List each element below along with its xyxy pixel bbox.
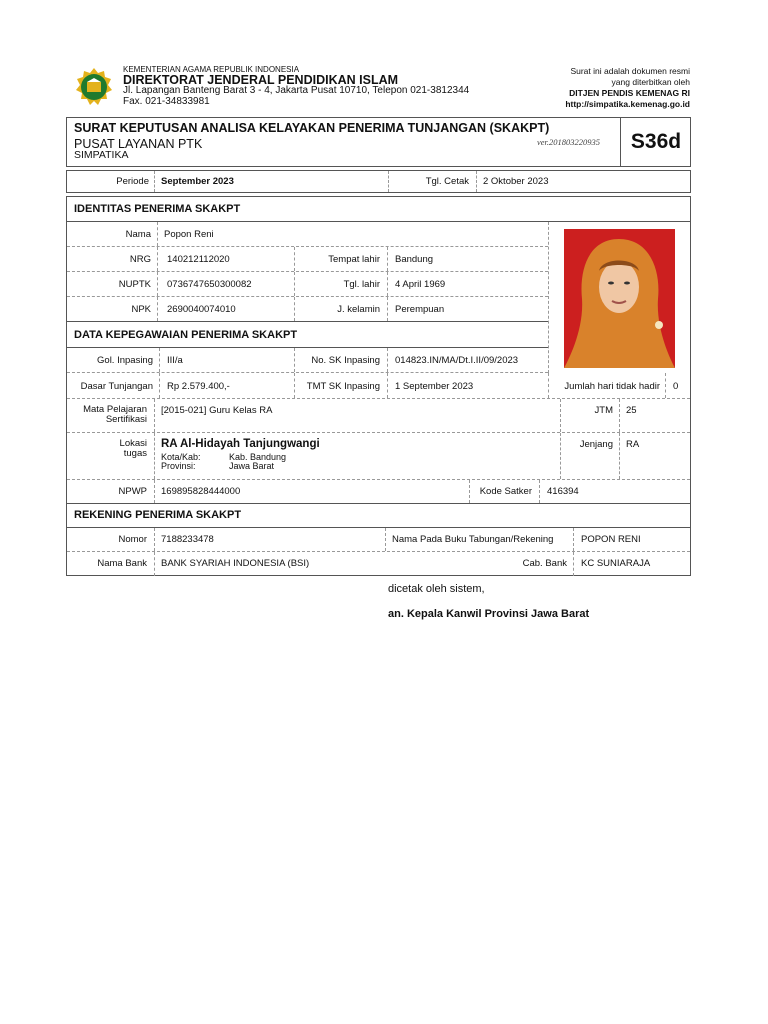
version: ver.201803220935 — [537, 137, 601, 147]
city-label: Kota/Kab: — [161, 452, 201, 462]
birthdate-label: Tgl. lahir — [343, 279, 380, 290]
fax: Fax. 021-34833981 — [123, 96, 210, 107]
subtitle-ptk: PUSAT LAYANAN PTK — [74, 137, 203, 151]
branch-label: Cab. Bank — [522, 558, 567, 569]
account-number-label: Nomor — [118, 534, 147, 545]
note-line: DITJEN PENDIS KEMENAG RI — [569, 88, 690, 98]
nuptk-value: 0736747650300082 — [167, 279, 252, 290]
print-date-value: 2 Oktober 2023 — [483, 176, 549, 187]
bank-heading: REKENING PENERIMA SKAKPT — [74, 509, 242, 521]
employment-heading: DATA KEPEGAWAIAN PENERIMA SKAKPT — [74, 329, 298, 341]
school-region — [161, 453, 286, 471]
location-label-line: tugas — [123, 448, 147, 459]
signatory: an. Kepala Kanwil Provinsi Jawa Barat — [388, 608, 590, 620]
kemenag-logo — [74, 67, 114, 107]
profile-photo — [564, 229, 675, 368]
jtm-label: JTM — [594, 405, 613, 416]
official-note — [565, 66, 690, 110]
absence-label: Jumlah hari tidak hadir — [564, 381, 660, 392]
province-value: Jawa Barat — [229, 461, 275, 471]
subject-label-line: Mata Pelajaran — [83, 404, 147, 415]
location-label — [67, 439, 147, 459]
account-holder-label: Nama Pada Buku Tabungan/Rekening — [392, 534, 554, 545]
bank-name-label: Nama Bank — [97, 558, 147, 569]
satker-value: 416394 — [547, 486, 579, 497]
period-label: Periode — [116, 176, 149, 187]
note-line: Surat ini adalah dokumen resmi — [570, 66, 690, 76]
npk-value: 2690040074010 — [167, 304, 236, 315]
npwp-value: 169895828444000 — [161, 486, 241, 497]
name-value: Popon Reni — [164, 229, 214, 240]
npwp-label: NPWP — [118, 486, 147, 497]
subject-value: [2015-021] Guru Kelas RA — [161, 405, 273, 416]
province-label: Provinsi: — [161, 461, 196, 471]
address: Jl. Lapangan Banteng Barat 3 - 4, Jakarta Pusat 10710, Telepon 021-3812344 — [123, 85, 470, 96]
account-holder-value: POPON RENI — [581, 534, 641, 545]
nrg-label: NRG — [129, 254, 151, 265]
gender-label: J. kelamin — [337, 304, 380, 315]
level-value: RA — [626, 439, 640, 450]
sk-value: 014823.IN/MA/Dt.I.II/09/2023 — [395, 355, 519, 366]
satker-label: Kode Satker — [479, 486, 532, 497]
birthplace-label: Tempat lahir — [328, 254, 380, 265]
branch-value: KC SUNIARAJA — [581, 558, 651, 569]
rank-value: III/a — [167, 355, 183, 366]
absence-value: 0 — [673, 381, 679, 392]
jtm-value: 25 — [626, 405, 637, 416]
name-label: Nama — [125, 229, 151, 240]
location-label-line: Lokasi — [119, 438, 147, 449]
level-label: Jenjang — [579, 439, 613, 450]
gender-value: Perempuan — [395, 304, 445, 315]
nrg-value: 140212112020 — [167, 254, 230, 265]
tmt-value: 1 September 2023 — [395, 381, 474, 392]
subtitle-simpatika: SIMPATIKA — [74, 149, 129, 161]
note-line: yang diterbitkan oleh — [611, 77, 690, 87]
birthdate-value: 4 April 1969 — [395, 279, 446, 290]
allowance-value: Rp 2.579.400,- — [167, 381, 230, 392]
directorate-name: DIREKTORAT JENDERAL PENDIDIKAN ISLAM — [123, 73, 399, 87]
rank-label: Gol. Inpasing — [97, 355, 153, 366]
print-date-label: Tgl. Cetak — [425, 176, 469, 187]
allowance-label: Dasar Tunjangan — [80, 381, 153, 392]
note-line: http://simpatika.kemenag.go.id — [565, 99, 690, 109]
bank-name-value: BANK SYARIAH INDONESIA (BSI) — [161, 558, 310, 569]
sk-label: No. SK Inpasing — [311, 355, 380, 366]
tmt-label: TMT SK Inpasing — [306, 381, 380, 392]
ministry-name: KEMENTERIAN AGAMA REPUBLIK INDONESIA — [123, 65, 300, 74]
period-value: September 2023 — [161, 176, 234, 187]
npk-label: NPK — [131, 304, 151, 315]
school-name: RA Al-Hidayah Tanjungwangi — [161, 438, 320, 450]
subject-label-line: Sertifikasi — [105, 414, 147, 425]
document-code: S36d — [630, 130, 682, 153]
account-number-value: 7188233478 — [161, 534, 214, 545]
city-value: Kab. Bandung — [229, 452, 287, 462]
main-table — [66, 196, 691, 576]
nuptk-label: NUPTK — [118, 279, 151, 290]
birthplace-value: Bandung — [395, 254, 434, 265]
period-row — [66, 170, 691, 193]
title-box — [66, 117, 691, 167]
subject-label — [67, 405, 147, 425]
code-box — [620, 118, 691, 166]
document-title: SURAT KEPUTUSAN ANALISA KELAYAKAN PENERIMA TUNJANGAN (SKAKPT) — [74, 121, 550, 135]
identity-heading: IDENTITAS PENERIMA SKAKPT — [74, 203, 241, 215]
printed-by: dicetak oleh sistem, — [388, 583, 485, 595]
